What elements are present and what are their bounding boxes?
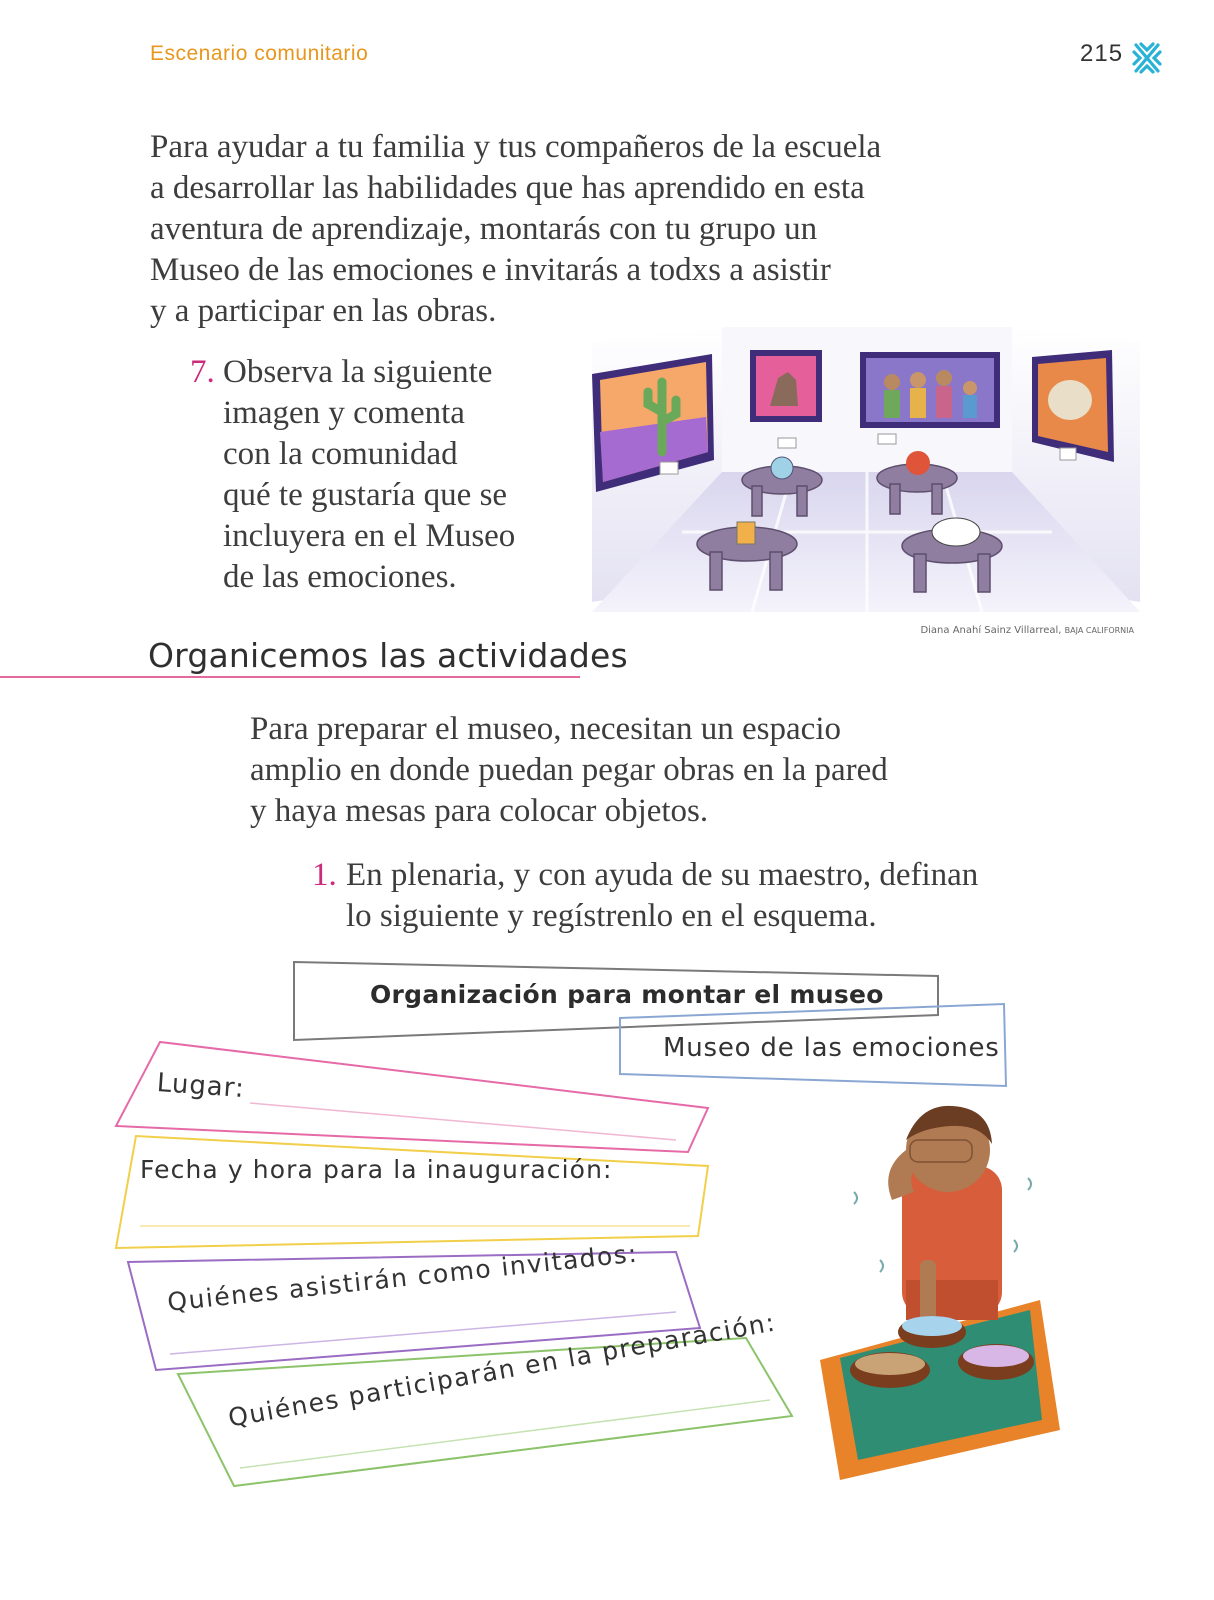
- fecha-frame: [116, 1136, 708, 1248]
- activity-7: [190, 352, 590, 612]
- activity-line: incluyera en el Museo: [223, 518, 516, 554]
- cross-knot-icon: [1130, 40, 1164, 76]
- field-label-preparacion: Quiénes participarán en la preparación:: [226, 1307, 779, 1433]
- intro-line: Museo de las emociones e invitarás a todxs a asistir: [150, 252, 831, 288]
- intro-paragraph: [150, 127, 1010, 332]
- paragraph-line: y haya mesas para colocar objetos.: [250, 793, 709, 829]
- activity-line: de las emociones.: [223, 559, 457, 595]
- section-underline: [0, 676, 580, 678]
- activity-line: lo siguiente y regístrenlo en el esquema.: [346, 898, 877, 934]
- credit-state: BAJA CALIFORNIA: [1064, 626, 1134, 635]
- intro-line: aventura de aprendizaje, montarás con tu grupo un: [150, 211, 818, 247]
- field-label-lugar: Lugar:: [155, 1068, 246, 1105]
- field-label-invitados: Quiénes asistirán como invitados:: [166, 1238, 640, 1317]
- museum-prep-paragraph: [250, 709, 1010, 832]
- activity-line: Observa la siguiente: [223, 354, 493, 390]
- activity-number: 1.: [312, 857, 337, 893]
- diagram-title: Organización para montar el museo: [370, 980, 884, 1009]
- credit-name: Diana Anahí Sainz Villarreal,: [920, 625, 1062, 636]
- activity-number: 7.: [190, 354, 215, 390]
- field-label-fecha: Fecha y hora para la inauguración:: [140, 1155, 613, 1184]
- activity-line: con la comunidad: [223, 436, 458, 472]
- museum-name-label: Museo de las emociones: [663, 1033, 1000, 1063]
- illustration-credit: [740, 625, 1134, 636]
- activity-line: En plenaria, y con ayuda de su maestro, definan: [346, 857, 979, 893]
- activity-line: imagen y comenta: [223, 395, 465, 431]
- activity-text: [346, 855, 1106, 937]
- header-section-label: Escenario comunitario: [150, 42, 369, 65]
- activity-line: qué te gustaría que se: [223, 477, 508, 513]
- intro-line: Para ayudar a tu familia y tus compañeros de la escuela: [150, 129, 882, 165]
- paragraph-line: Para preparar el museo, necesitan un espacio: [250, 711, 841, 747]
- page-number: 215: [1080, 40, 1124, 67]
- section-title: Organicemos las actividades: [148, 636, 628, 675]
- activity-text: [223, 352, 583, 598]
- activity-1: [312, 855, 1112, 945]
- museum-gallery-illustration: [592, 322, 1140, 622]
- paragraph-line: amplio en donde puedan pegar obras en la pared: [250, 752, 888, 788]
- intro-line: y a participar en las obras.: [150, 293, 497, 329]
- boy-touching-bowls-illustration: [810, 1100, 1070, 1490]
- intro-line: a desarrollar las habilidades que has aprendido en esta: [150, 170, 865, 206]
